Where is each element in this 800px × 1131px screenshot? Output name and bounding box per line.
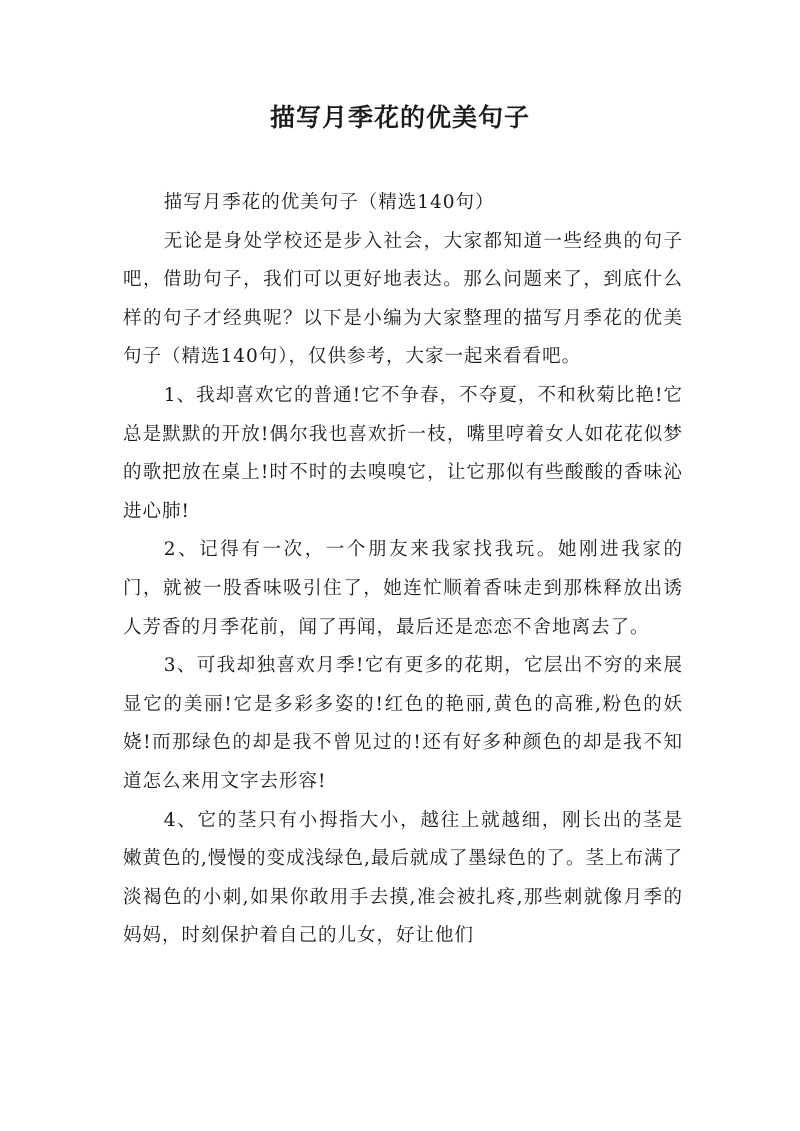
paragraph-item-3: 3、可我却独喜欢月季!它有更多的花期，它层出不穷的来展显它的美丽!它是多彩多姿的!红色的艳丽,黄色的高雅,粉色的妖娆!而那绿色的却是我不曾见过的!还有好多种颜色的却是我不知道怎么来用文字去形容! xyxy=(123,655,683,792)
paragraph-item-1: 1、我却喜欢它的普通!它不争春，不夺夏，不和秋菊比艳!它总是默默的开放!偶尔我也喜欢折一枝，嘴里哼着女人如花花似梦的歌把放在桌上!时不时的去嗅嗅它，让它那似有些酸酸的香味沁进心肺! xyxy=(123,384,683,522)
paragraph-subtitle: 描写月季花的优美句子（精选140句） xyxy=(163,192,495,213)
paragraph-item-4: 4、它的茎只有小拇指大小，越往上就越细，刚长出的茎是嫩黄色的,慢慢的变成浅绿色,最后就成了墨绿色的了。茎上布满了淡褐色的小刺,如果你敢用手去摸,准会被扎疼,那些刺就像月季的妈妈，时刻保护着自己的儿女，好让他们 xyxy=(123,809,683,947)
document-body xyxy=(123,184,683,956)
paragraph-item-2: 2、记得有一次，一个朋友来我家找我玩。她刚进我家的门，就被一股香味吸引住了，她连忙顺着香味走到那株释放出诱人芳香的月季花前，闻了再闻，最后还是恋恋不舍地离去了。 xyxy=(123,539,683,638)
document-title: 描写月季花的优美句子 xyxy=(269,103,530,132)
paragraph-intro: 无论是身处学校还是步入社会，大家都知道一些经典的句子吧，借助句子，我们可以更好地表达。那么问题来了，到底什么样的句子才经典呢？以下是小编为大家整理的描写月季花的优美句子（精选140句），仅供参考，大家一起来看看吧。 xyxy=(123,230,683,368)
